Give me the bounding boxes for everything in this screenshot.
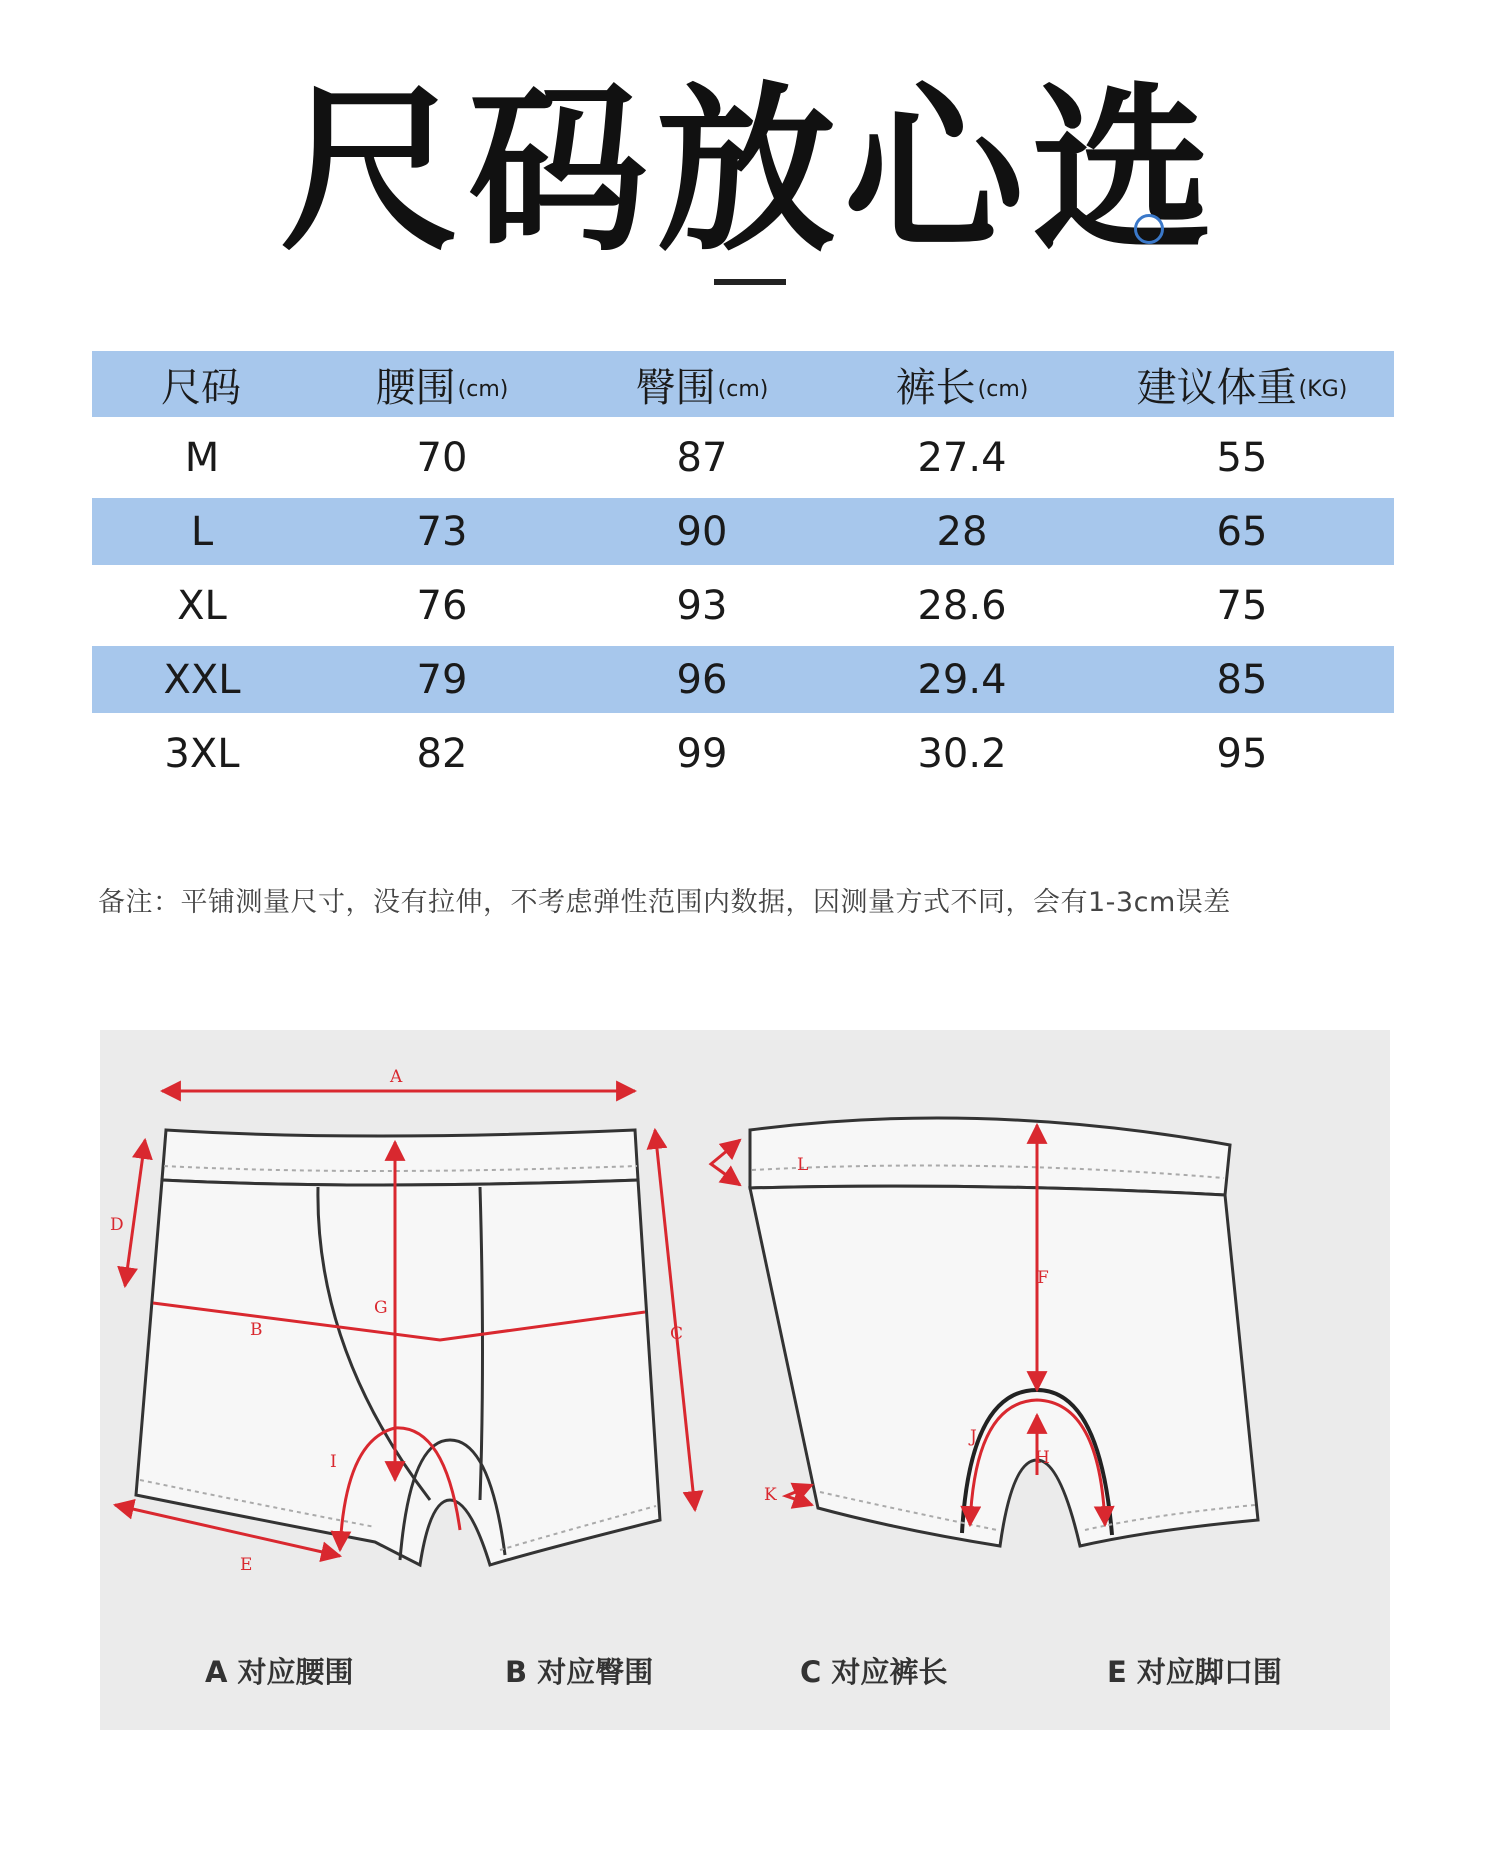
- front-shorts-drawing: [136, 1130, 660, 1565]
- cell-hip: 87: [676, 434, 728, 481]
- cell-weight: 85: [1216, 656, 1268, 703]
- cell-length: 30.2: [917, 730, 1007, 777]
- label-f: F: [1037, 1268, 1049, 1288]
- label-h: H: [1035, 1448, 1050, 1468]
- header-size: 尺码: [161, 364, 241, 411]
- table-row: [92, 498, 1394, 565]
- back-shorts-drawing: [750, 1118, 1258, 1546]
- cell-length: 28.6: [917, 582, 1007, 629]
- caption-hip: B 对应臀围: [505, 1655, 654, 1689]
- measurement-note: 备注：平铺测量尺寸，没有拉伸，不考虑弹性范围内数据，因测量方式不同，会有1-3cm误差: [98, 887, 1231, 918]
- caption-length: C 对应裤长: [800, 1655, 948, 1689]
- label-j: J: [970, 1427, 977, 1447]
- cell-weight: 65: [1216, 508, 1268, 555]
- cell-size: XL: [177, 582, 227, 629]
- cell-size: 3XL: [164, 730, 240, 777]
- cell-hip: 93: [676, 582, 728, 629]
- cell-hip: 90: [676, 508, 728, 555]
- header-waist: 腰围 (cm): [375, 364, 509, 411]
- header-weight: 建议体重 (KG): [1136, 364, 1348, 411]
- caption-leg-opening: E 对应脚口围: [1107, 1655, 1282, 1689]
- label-i: I: [330, 1452, 337, 1472]
- measure-k: [786, 1485, 812, 1505]
- header-length: 裤长 (cm): [895, 364, 1029, 411]
- label-b: B: [250, 1320, 263, 1340]
- table-row: [92, 417, 1394, 498]
- cell-length: 27.4: [917, 434, 1007, 481]
- table-header-row: [92, 351, 1394, 417]
- label-a: A: [390, 1067, 403, 1087]
- label-d: D: [110, 1215, 124, 1235]
- table-row: [92, 646, 1394, 713]
- label-g: G: [374, 1298, 388, 1318]
- measurement-diagram: [100, 1030, 1390, 1730]
- label-k: K: [764, 1485, 777, 1505]
- caption-waist: A 对应腰围: [205, 1655, 354, 1689]
- table-row: [92, 565, 1394, 646]
- size-table: [92, 351, 1394, 794]
- cell-length: 29.4: [917, 656, 1007, 703]
- title-accent-dot: [1134, 214, 1164, 244]
- label-e: E: [240, 1555, 253, 1575]
- cell-hip: 99: [676, 730, 728, 777]
- cell-length: 28: [936, 508, 988, 555]
- table-row: [92, 713, 1394, 794]
- header-hip: 臀围 (cm): [635, 364, 769, 411]
- cell-weight: 95: [1216, 730, 1268, 777]
- label-c: C: [670, 1324, 684, 1344]
- title-underline: [714, 279, 786, 285]
- page-title: 尺码放心选: [279, 67, 1220, 276]
- cell-waist: 82: [416, 730, 468, 777]
- cell-size: M: [184, 434, 220, 481]
- cell-waist: 73: [416, 508, 468, 555]
- cell-hip: 96: [676, 656, 728, 703]
- cell-waist: 76: [416, 582, 468, 629]
- cell-size: L: [190, 508, 214, 555]
- shorts-diagram-svg: [100, 1030, 1390, 1730]
- measure-l: [711, 1140, 740, 1185]
- cell-weight: 75: [1216, 582, 1268, 629]
- cell-waist: 79: [416, 656, 468, 703]
- cell-size: XXL: [163, 656, 241, 703]
- cell-waist: 70: [416, 434, 468, 481]
- cell-weight: 55: [1216, 434, 1268, 481]
- measure-c: [655, 1130, 695, 1510]
- label-l: L: [797, 1155, 809, 1175]
- measure-d: [125, 1140, 145, 1286]
